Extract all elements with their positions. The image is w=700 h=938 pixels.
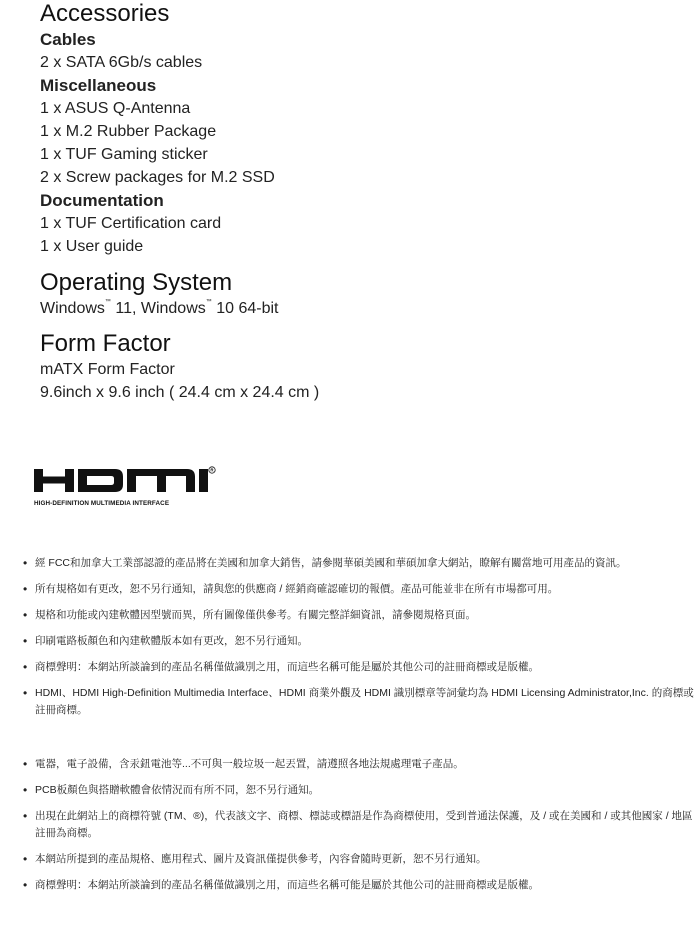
accessory-item: 2 x Screw packages for M.2 SSD: [40, 169, 275, 186]
accessories-section: [40, 0, 680, 258]
form-factor-title: Form Factor: [40, 330, 171, 357]
accessories-title: Accessories: [40, 0, 170, 27]
form-factor-value: mATX Form Factor: [40, 361, 175, 378]
note-item: • 商標聲明：本網站所談論到的產品名稱僅做識別之用，而這些名稱可能是屬於其他公司的註冊商標或是版權。: [22, 659, 694, 676]
operating-system-title: Operating System: [40, 269, 233, 296]
accessory-item: 1 x User guide: [40, 238, 144, 255]
accessory-item: 1 x ASUS Q-Antenna: [40, 100, 191, 117]
disclaimer-notes: [22, 555, 694, 903]
note-item: • 所有規格如有更改，恕不另行通知，請與您的供應商 / 經銷商確認確切的報價。產品可能並非在所有市場都可用。: [22, 581, 694, 598]
note-item: • PCB板顏色與搭贈軟體會依情況而有所不同，恕不另行通知。: [22, 782, 694, 799]
note-item: • 出現在此網站上的商標符號 (TM、®)，代表該文字、商標、標誌或標語是作為商標使用，受到普通法保護，及 / 或在美國和 / 或其他國家 / 地區註冊為商標。: [22, 808, 694, 842]
documentation-heading: Documentation: [40, 191, 164, 210]
hdmi-logo-h: [34, 469, 74, 492]
trademark-mark: ™: [104, 299, 111, 305]
os-win-a: Windows: [40, 300, 105, 317]
note-item: • 本網站所提到的產品規格、應用程式、圖片及資訊僅提供參考，內容會隨時更新，恕不另行通知。: [22, 851, 694, 868]
trademark-mark: ™: [205, 299, 212, 305]
accessory-item: 1 x TUF Certification card: [40, 215, 222, 232]
note-item: • 商標聲明：本網站所談論到的產品名稱僅做識別之用，而這些名稱可能是屬於其他公司的註冊商標或是版權。: [22, 877, 694, 894]
note-item: • HDMI、HDMI High-Definition Multimedia Interface、HDMI 商業外觀及 HDMI 識別標章等詞彙均為 HDMI Licensing Administrator,Inc. 的商標或註冊商標。: [22, 685, 694, 719]
note-item: • 印刷電路板顏色和內建軟體版本如有更改，恕不另行通知。: [22, 633, 694, 650]
section-spacer: [40, 258, 680, 269]
hdmi-logo-i: [199, 469, 208, 492]
miscellaneous-heading: Miscellaneous: [40, 76, 157, 95]
form-factor-dimensions: 9.6inch x 9.6 inch ( 24.4 cm x 24.4 cm ): [40, 384, 320, 401]
operating-system-section: [40, 269, 680, 320]
os-mid: 11, Windows: [110, 300, 206, 317]
note-item: • 規格和功能或內建軟體因型號而異，所有圖像僅供參考。有關完整詳細資訊，請參閱規格頁面。: [22, 607, 694, 624]
hdmi-logo-d: [78, 469, 123, 492]
spec-sections: [40, 0, 680, 404]
os-rest: 10 64-bit: [211, 300, 279, 317]
accessory-item: 1 x TUF Gaming sticker: [40, 146, 208, 163]
section-spacer: [40, 320, 680, 330]
operating-system-value: [40, 297, 680, 320]
registered-mark-letter: R: [210, 467, 214, 473]
accessory-item: 1 x M.2 Rubber Package: [40, 123, 217, 140]
notes-spacer: [22, 728, 694, 756]
note-item: • 電器，電子設備，含汞鈕電池等...不可與一般垃圾一起丟置，請遵照各地法規處理電子產品。: [22, 756, 694, 773]
cables-heading: Cables: [40, 30, 96, 49]
hdmi-logo-m: [127, 469, 195, 492]
note-item: • 經 FCC和加拿大工業部認證的產品將在美國和加拿大銷售，請參閱華碩美國和華碩加拿大網站，瞭解有關當地可用產品的資訊。: [22, 555, 694, 572]
accessory-item: 2 x SATA 6Gb/s cables: [40, 54, 203, 71]
form-factor-section: [40, 330, 680, 404]
hdmi-logo-tagline: HIGH-DEFINITION MULTIMEDIA INTERFACE: [34, 500, 170, 507]
